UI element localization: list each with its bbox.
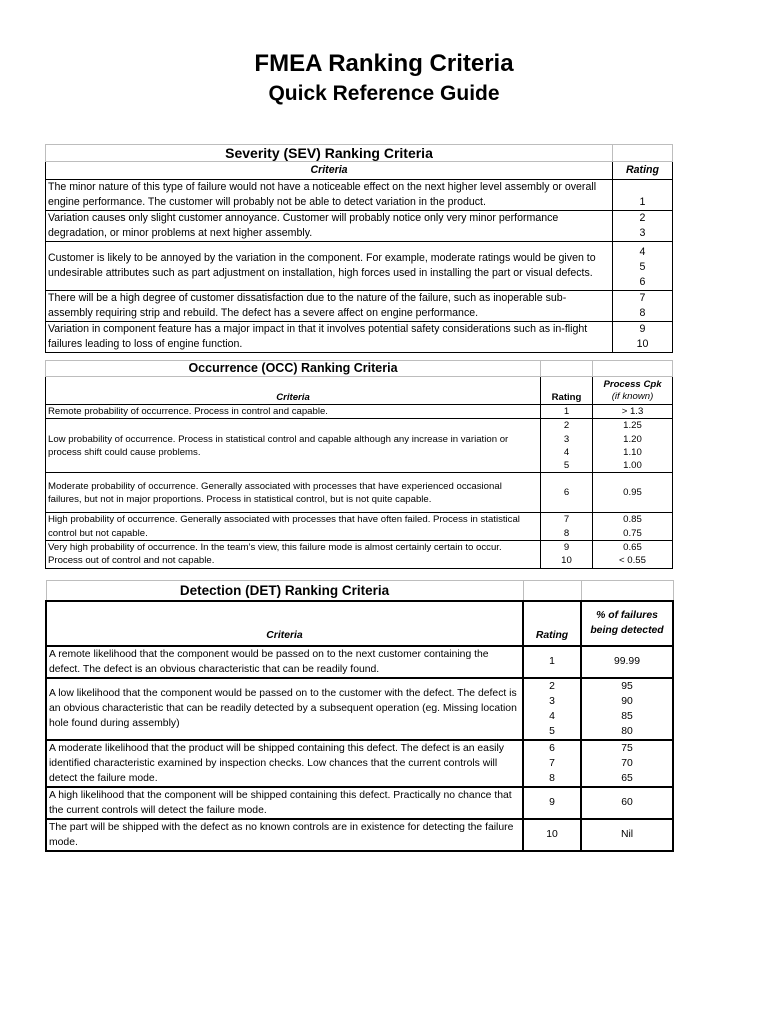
severity-criteria-cell: The minor nature of this type of failure would not have a noticeable effect on the next higher level assembly or overall engine performance. The customer will probably not be able to detect variation in the product. [46,180,613,211]
severity-rating-value: 9 [639,323,646,335]
severity-row [46,242,673,291]
occurrence-row [46,405,673,419]
occurrence-rating-value: 8 [563,527,570,539]
severity-rating-value: 6 [639,276,646,288]
detection-pct-value: Nil [620,829,634,840]
detection-pct-value: 75 [621,742,633,754]
occurrence-cpk-value: < 0.55 [619,555,646,567]
occurrence-rating-value: 1 [563,406,570,417]
occurrence-cpk-value: 1.25 [623,420,642,432]
detection-pct-value: 70 [621,757,633,769]
detection-rating-cell [523,740,581,787]
severity-rating-value: 5 [639,261,646,273]
occurrence-rating-cell [541,513,593,541]
severity-criteria-cell: Customer is likely to be annoyed by the variation in the component. For example, moderate ratings would be given to undesirable attributes such as part adjustment on installation, high forces used in installing the part or visual defects. [46,242,613,291]
detection-heading: Detection (DET) Ranking Criteria [46,581,523,601]
occurrence-rating-cell [541,541,593,569]
occurrence-cpk-value: > 1.3 [621,406,644,417]
severity-criteria-cell: Variation causes only slight customer annoyance. Customer will probably notice only very minor performance degradation, or minor problems at next higher assembly. [46,211,613,242]
severity-heading-spacer [613,145,673,162]
page-title: FMEA Ranking Criteria [254,50,514,77]
severity-rating-value: 8 [639,307,646,319]
severity-heading: Severity (SEV) Ranking Criteria [46,145,613,162]
detection-pct-value: 95 [621,680,633,692]
detection-pct-value: 99.99 [613,656,640,667]
occurrence-cpk-value: 0.75 [623,527,642,539]
detection-rating-value: 9 [549,797,555,808]
occurrence-rating-value: 3 [563,433,570,445]
occurrence-heading-spacer-1 [541,361,593,377]
detection-criteria-cell: A high likelihood that the component will be shipped containing this defect. Practically no chance that the current controls will detect the failure mode. [46,787,523,819]
occurrence-cpk-cell [593,473,673,513]
severity-rating-cell [613,291,673,322]
occurrence-cpk-cell [593,541,673,569]
severity-table [45,144,673,353]
occurrence-cpk-value: 1.20 [623,433,642,445]
detection-pct-cell [581,819,673,851]
occurrence-heading-spacer-2 [593,361,673,377]
detection-criteria-cell: A remote likelihood that the component would be passed on to the next customer containing the defect. The defect is an obvious characteristic that can be readily found. [46,646,523,678]
detection-rating-cell [523,787,581,819]
occurrence-heading: Occurrence (OCC) Ranking Criteria [46,361,541,377]
occurrence-cpk-value: 1.10 [623,446,642,458]
detection-row [46,740,673,787]
occurrence-cpk-cell [593,419,673,473]
detection-row [46,678,673,740]
occurrence-row [46,419,673,473]
occurrence-rating-value: 7 [563,514,570,526]
detection-rating-cell [523,646,581,678]
severity-rating-value: 2 [639,212,646,224]
occurrence-col-cpk [593,377,673,405]
detection-pct-cell [581,787,673,819]
severity-rating-value: 4 [639,246,646,258]
detection-rating-cell [523,678,581,740]
occurrence-col-rating: Rating [541,377,593,405]
detection-rating-value: 5 [549,725,555,737]
occurrence-col-criteria: Criteria [46,377,541,405]
detection-col-rating: Rating [523,601,581,646]
occurrence-rating-cell [541,405,593,419]
occurrence-cpk-cell [593,405,673,419]
detection-col-pct-line2: being detected [590,625,664,636]
detection-rating-value: 1 [549,656,555,667]
severity-rating-cell [613,180,673,211]
detection-pct-cell [581,678,673,740]
detection-row [46,646,673,678]
severity-row [46,180,673,211]
occurrence-rating-value: 10 [561,555,572,567]
severity-row [46,211,673,242]
severity-rating-value: 10 [636,338,649,350]
occurrence-cpk-cell [593,513,673,541]
detection-rating-value: 3 [549,695,555,707]
severity-criteria-cell: Variation in component feature has a major impact in that it involves potential safety considerations such as in-flight failures leading to loss of engine function. [46,322,613,353]
occurrence-criteria-cell: Moderate probability of occurrence. Generally associated with processes that have experienced occasional failures, but not in major proportions. Process in statistical control, but is not quite capable. [46,473,541,513]
detection-table [45,580,674,852]
occurrence-cpk-value: 0.65 [623,542,642,554]
occurrence-rating-cell [541,419,593,473]
occurrence-rating-value: 2 [563,420,570,432]
severity-rating-cell [613,242,673,291]
detection-pct-cell [581,740,673,787]
detection-criteria-cell: A low likelihood that the component would be passed on to the customer with the defect. The defect is an obvious characteristic that can be readily detected by a subsequent operation (eg. Missing location hole found during assembly) [46,678,523,740]
detection-pct-value: 90 [621,695,633,707]
detection-col-pct-line1: % of failures [596,610,658,621]
occurrence-table [45,360,673,569]
occurrence-rating-value: 5 [563,460,570,472]
occurrence-rating-value: 9 [563,542,570,554]
occurrence-criteria-cell: Low probability of occurrence. Process in statistical control and capable although any increase in variation or process shift could cause problems. [46,419,541,473]
occurrence-rating-value: 4 [563,446,570,458]
occurrence-rating-cell [541,473,593,513]
detection-row [46,819,673,851]
severity-rating-cell [613,211,673,242]
occurrence-criteria-cell: High probability of occurrence. Generally associated with processes that have often failed. Process in statistical control but not capable. [46,513,541,541]
detection-row [46,787,673,819]
detection-rating-value: 8 [549,772,555,784]
detection-rating-value: 10 [546,829,558,840]
severity-rating-cell [613,322,673,353]
detection-col-pct [581,601,673,646]
severity-criteria-cell: There will be a high degree of customer dissatisfaction due to the nature of the failure, such as inoperable sub-assembly requiring strip and rebuild. The defect has a severe affect on engine performance. [46,291,613,322]
severity-col-rating: Rating [613,162,673,180]
occurrence-row [46,541,673,569]
detection-rating-cell [523,819,581,851]
page-subtitle: Quick Reference Guide [268,82,500,105]
severity-rating-value: 3 [639,227,646,239]
detection-pct-value: 85 [621,710,633,722]
detection-pct-value: 60 [621,797,633,808]
severity-rating-value: 7 [639,292,646,304]
detection-col-criteria: Criteria [46,601,523,646]
occurrence-criteria-cell: Remote probability of occurrence. Process in control and capable. [46,405,541,419]
occurrence-cpk-value: 0.85 [623,514,642,526]
detection-criteria-cell: The part will be shipped with the defect as no known controls are in existence for detecting the failure mode. [46,819,523,851]
occurrence-row [46,513,673,541]
detection-rating-value: 4 [549,710,555,722]
occurrence-rating-value: 6 [563,487,570,499]
detection-pct-cell [581,646,673,678]
detection-rating-value: 7 [549,757,555,769]
occurrence-criteria-cell: Very high probability of occurrence. In the team’s view, this failure mode is almost certainly certain to occur. Process out of control and not capable. [46,541,541,569]
occurrence-cpk-value: 0.95 [623,487,642,499]
occurrence-col-cpk-label: Process Cpk [603,378,662,390]
detection-heading-spacer-2 [581,581,673,601]
occurrence-cpk-value: 1.00 [623,460,642,472]
occurrence-col-cpk-sub: (if known) [611,390,654,402]
detection-pct-value: 80 [621,725,633,737]
severity-rating-value: 1 [639,196,646,208]
detection-heading-spacer-1 [523,581,581,601]
severity-row [46,291,673,322]
severity-col-criteria: Criteria [46,162,613,180]
detection-rating-value: 2 [549,680,555,692]
occurrence-row [46,473,673,513]
detection-pct-value: 65 [621,772,633,784]
detection-rating-value: 6 [549,742,555,754]
severity-row [46,322,673,353]
detection-criteria-cell: A moderate likelihood that the product will be shipped containing this defect. The defect is an easily identified characteristic examined by inspection checks. Low chances that the current controls will detect the failure mode. [46,740,523,787]
